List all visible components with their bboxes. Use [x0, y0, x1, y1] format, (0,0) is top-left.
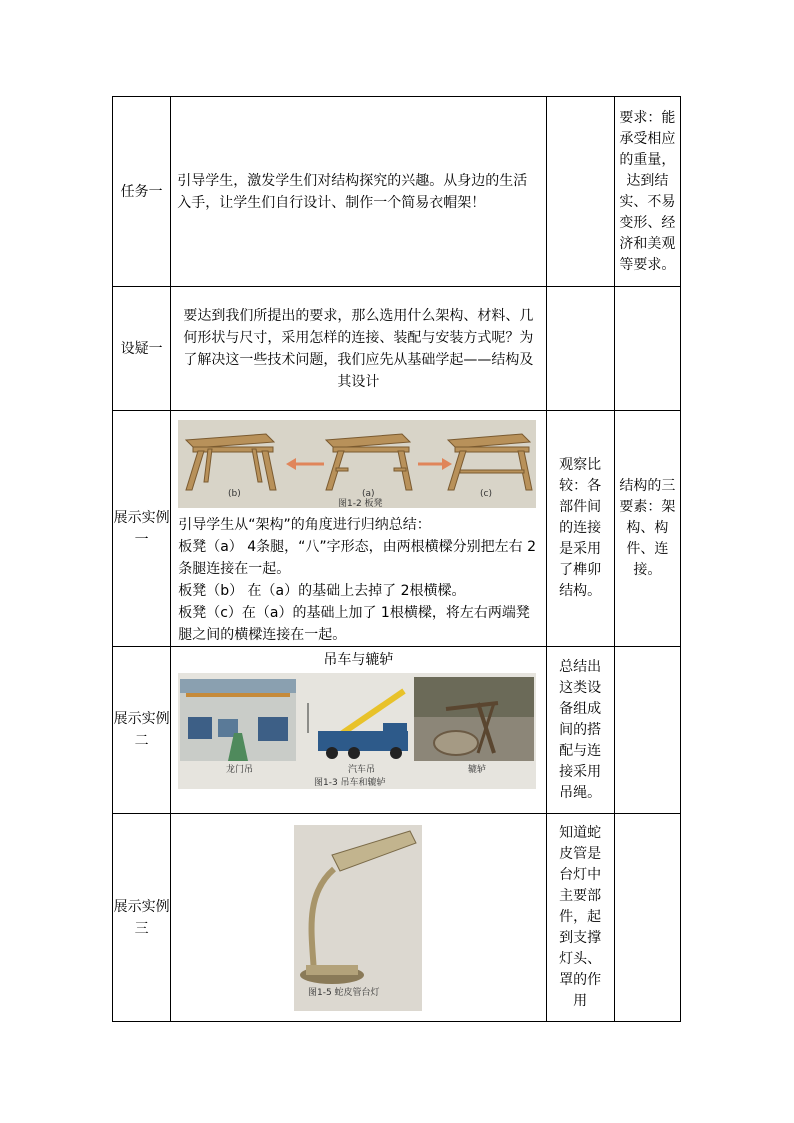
row-label: 设疑一 — [113, 287, 171, 411]
row-aside — [614, 411, 680, 647]
table-row — [113, 97, 681, 287]
crane-figure — [178, 673, 536, 789]
content-text: 引导学生，激发学生们对结构探究的兴趣。从身边的生活入手，让学生们自行设计、制作一个简易衣帽架！ — [177, 172, 528, 211]
row-label: 展示实例二 — [113, 647, 171, 814]
note-text: 知道蛇皮管是台灯中主要部件，起到支撑灯头、罩的作用 — [559, 825, 602, 1009]
row-content — [171, 411, 546, 647]
bench-label-b: (b) — [228, 489, 241, 499]
paragraph: 引导学生从“架构”的角度进行归纳总结： — [178, 517, 431, 533]
lamp-figure — [294, 825, 422, 1011]
bench-figure — [178, 420, 536, 508]
section-title: 吊车与辘轳 — [323, 652, 394, 668]
row-content — [171, 97, 546, 287]
lesson-table — [112, 96, 681, 1022]
table-row — [113, 814, 681, 1022]
summary-paragraphs — [171, 514, 545, 646]
table-row — [113, 647, 681, 814]
photo-label-gantry: 龙门吊 — [226, 765, 254, 775]
row-note — [546, 814, 614, 1022]
gantry-crane-photo — [180, 679, 296, 761]
figure-caption: 图1-5 蛇皮管台灯 — [308, 987, 380, 998]
table-row — [113, 287, 681, 411]
aside-text: 结构的三要素：架构、构件、连接。 — [619, 478, 676, 578]
content-text: 要达到我们所提出的要求，那么选用什么架构、材料、几何形状与尺寸，采用怎样的连接、装配与安装方式呢？为了解决这一些技术问题，我们应先从基础学起——结构及其设计 — [183, 307, 534, 390]
row-label: 任务一 — [113, 97, 171, 287]
row-note — [546, 287, 614, 411]
row-label: 展示实例一 — [113, 411, 171, 647]
table-row — [113, 411, 681, 647]
row-aside — [614, 97, 680, 287]
row-aside — [614, 814, 680, 1022]
paragraph: 板凳（a） 4条腿，“八”字形态，由两根横樑分别把左右 2条腿连接在一起。 — [178, 539, 537, 577]
note-text: 总结出这类设备组成间的搭配与连接采用吊绳。 — [559, 658, 602, 801]
paragraph: 板凳（b） 在（a）的基础上去掉了 2根横樑。 — [178, 583, 466, 599]
figure-caption: 图1-2 板凳 — [338, 499, 383, 508]
figure-caption: 图1-3 吊车和辘轳 — [314, 778, 386, 788]
bench-label-a: (a) — [362, 489, 375, 499]
row-content — [171, 647, 546, 814]
row-content — [171, 287, 546, 411]
row-note — [546, 97, 614, 287]
photo-label-windlass: 辘轳 — [468, 765, 487, 775]
row-aside — [614, 287, 680, 411]
paragraph: 板凳（c）在（a）的基础上加了 1根横樑，将左右两端凳腿之间的横樑连接在一起。 — [178, 605, 530, 643]
row-label: 展示实例三 — [113, 814, 171, 1022]
row-note — [546, 647, 614, 814]
bench-label-c: (c) — [480, 489, 493, 499]
windlass-photo — [414, 677, 534, 761]
photo-label-truck: 汽车吊 — [348, 765, 376, 775]
row-aside — [614, 647, 680, 814]
row-content — [171, 814, 546, 1022]
aside-text: 要求：能承受相应 的重量，达到结实、不易变形、经济和美观等要求。 — [619, 109, 676, 273]
row-note — [546, 411, 614, 647]
note-text: 观察比较：各部件间的连接是采用了榫卯结构。 — [559, 457, 602, 599]
